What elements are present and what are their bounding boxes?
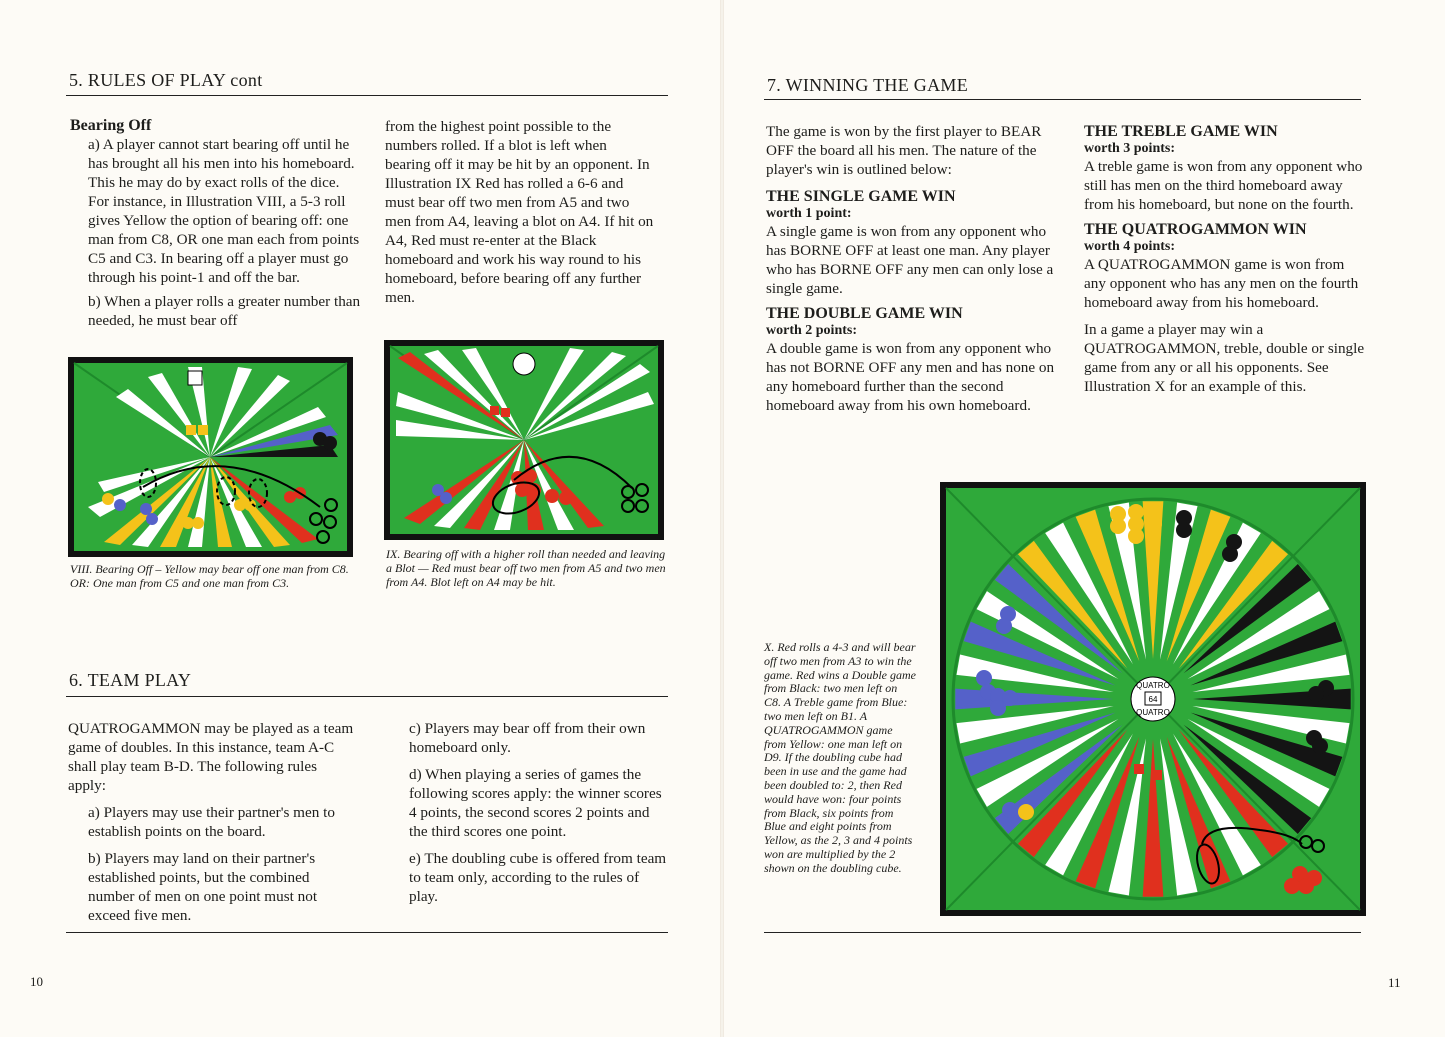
bearing-off-column-1 [70, 116, 362, 330]
illustration-ix-board [384, 340, 664, 540]
section-5-title: 5. RULES OF PLAY cont [69, 70, 263, 90]
right-page [722, 0, 1445, 1037]
bearing-off-column-2 [385, 117, 655, 307]
quatro-game-worth: worth 4 points: [1084, 239, 1176, 254]
board-center-label-bottom: QUATRO [1136, 708, 1170, 717]
team-play-rule-a: a) Players may use their partner's men to establish points on the board. [88, 804, 335, 840]
illustration-x-caption: X. Red rolls a 4-3 and will bear off two men from A3 to win the game. Red wins a Double game from Black: two men left on C8. A Treble game from Blue: two men left on B1. A QUATROGAMMON game from Yellow: one man left on D9. If the doubling cube had been in use and the game had been doubled to: 2, then Red would have won: four points from Black, six points from Blue and eight points from Yellow, as the 2, 3 and 4 points won are multiplied by the 2 shown on the doubling cube. [764, 640, 916, 875]
team-play-rule-b: b) Players may land on their partner's established points, but the combined number of men on one point must not exceed five men. [88, 850, 318, 924]
team-play-column-2 [409, 719, 671, 906]
section-5-rule [66, 95, 668, 96]
winning-column-1 [766, 122, 1058, 415]
team-play-rule-c: c) Players may bear off from their own homeboard only. [409, 720, 646, 756]
left-page [0, 0, 722, 1037]
section-7-rule [764, 99, 1361, 100]
double-game-title: THE DOUBLE GAME WIN [766, 305, 963, 322]
team-play-rule-d: d) When playing a series of games the following scores apply: the winner scores 4 points, the second scores 2 points and the third scores one point. [409, 766, 662, 840]
double-game-text: A double game is won from any opponent who has not BORNE OFF any men and has none on any homeboard further than the second homeboard away from his own homeboard. [766, 340, 1055, 414]
left-bottom-rule [66, 932, 668, 933]
treble-game-worth: worth 3 points: [1084, 141, 1176, 156]
illustration-viii-caption: VIII. Bearing Off – Yellow may bear off one man from C8. OR: One man from C5 and one man from C3. [70, 562, 349, 590]
right-bottom-rule [764, 932, 1361, 933]
winning-column-2 [1084, 122, 1369, 396]
bearing-off-rule-a: a) A player cannot start bearing off until he has brought all his men into his homeboard. This he may do by exact rolls of the dice. For instance, in Illustration VIII, a 5-3 roll gives Yellow the option of bearing off: one man from C8, OR one man each from points C5 and C3. In bearing off a player must go through his point-1 and off the bar. [88, 136, 360, 286]
illustration-viii-board [68, 357, 353, 557]
single-game-worth: worth 1 point: [766, 206, 852, 221]
illustration-x-board [940, 482, 1366, 916]
team-play-column-1 [68, 719, 358, 925]
team-play-intro: QUATROGAMMON may be played as a team game of doubles. In this instance, team A-C shall play team B-D. The following rules apply: [68, 720, 354, 794]
winning-closing: In a game a player may win a QUATROGAMMON, treble, double or single game from any or all his opponents. See Illustration X for an example of this. [1084, 321, 1365, 395]
doubling-cube-value: 64 [1148, 695, 1158, 704]
single-game-title: THE SINGLE GAME WIN [766, 188, 956, 205]
winning-intro: The game is won by the first player to BEAR OFF the board all his men. The nature of the player's win is outlined below: [766, 123, 1042, 178]
left-page-number: 10 [30, 974, 43, 989]
section-6-title: 6. TEAM PLAY [69, 670, 192, 690]
single-game-text: A single game is won from any opponent who has BORNE OFF at least one man. Any player who has BORNE OFF any men can only lose a single game. [766, 223, 1054, 297]
quatro-game-title: THE QUATROGAMMON WIN [1084, 221, 1307, 238]
section-7-title: 7. WINNING THE GAME [767, 75, 969, 95]
right-page-number: 11 [1388, 975, 1401, 990]
board-center-label-top: QUATRO [1136, 681, 1170, 690]
team-play-rule-e: e) The doubling cube is offered from team to team only, according to the rules of play. [409, 850, 667, 905]
treble-game-title: THE TREBLE GAME WIN [1084, 123, 1278, 140]
section-6-rule [66, 696, 668, 697]
bearing-off-subheading: Bearing Off [70, 117, 152, 134]
illustration-ix-caption: IX. Bearing off with a higher roll than needed and leaving a Blot — Red must bear off two men from A5 and two men from A4. Blot left on A4 may be hit. [386, 547, 666, 589]
bearing-off-rule-b: b) When a player rolls a greater number than needed, he must bear off [88, 293, 361, 329]
double-game-worth: worth 2 points: [766, 323, 858, 338]
treble-game-text: A treble game is won from any opponent who still has men on the third homeboard away from his homeboard, but none on the fourth. [1084, 158, 1363, 213]
bearing-off-continued: from the highest point possible to the numbers rolled. If a blot is left when bearing off it may be hit by an opponent. In Illustration IX Red has rolled a 6-6 and must bear off two men from A5 and two men from A4, leaving a blot on A4. If hit on A4, Red must re-enter at the Black homeboard and work his way round to his homeboard, before bearing off any further men. [385, 118, 654, 306]
quatro-game-text: A QUATROGAMMON game is won from any opponent who has any men on the fourth homeboard away from his homeboard. [1084, 256, 1359, 311]
